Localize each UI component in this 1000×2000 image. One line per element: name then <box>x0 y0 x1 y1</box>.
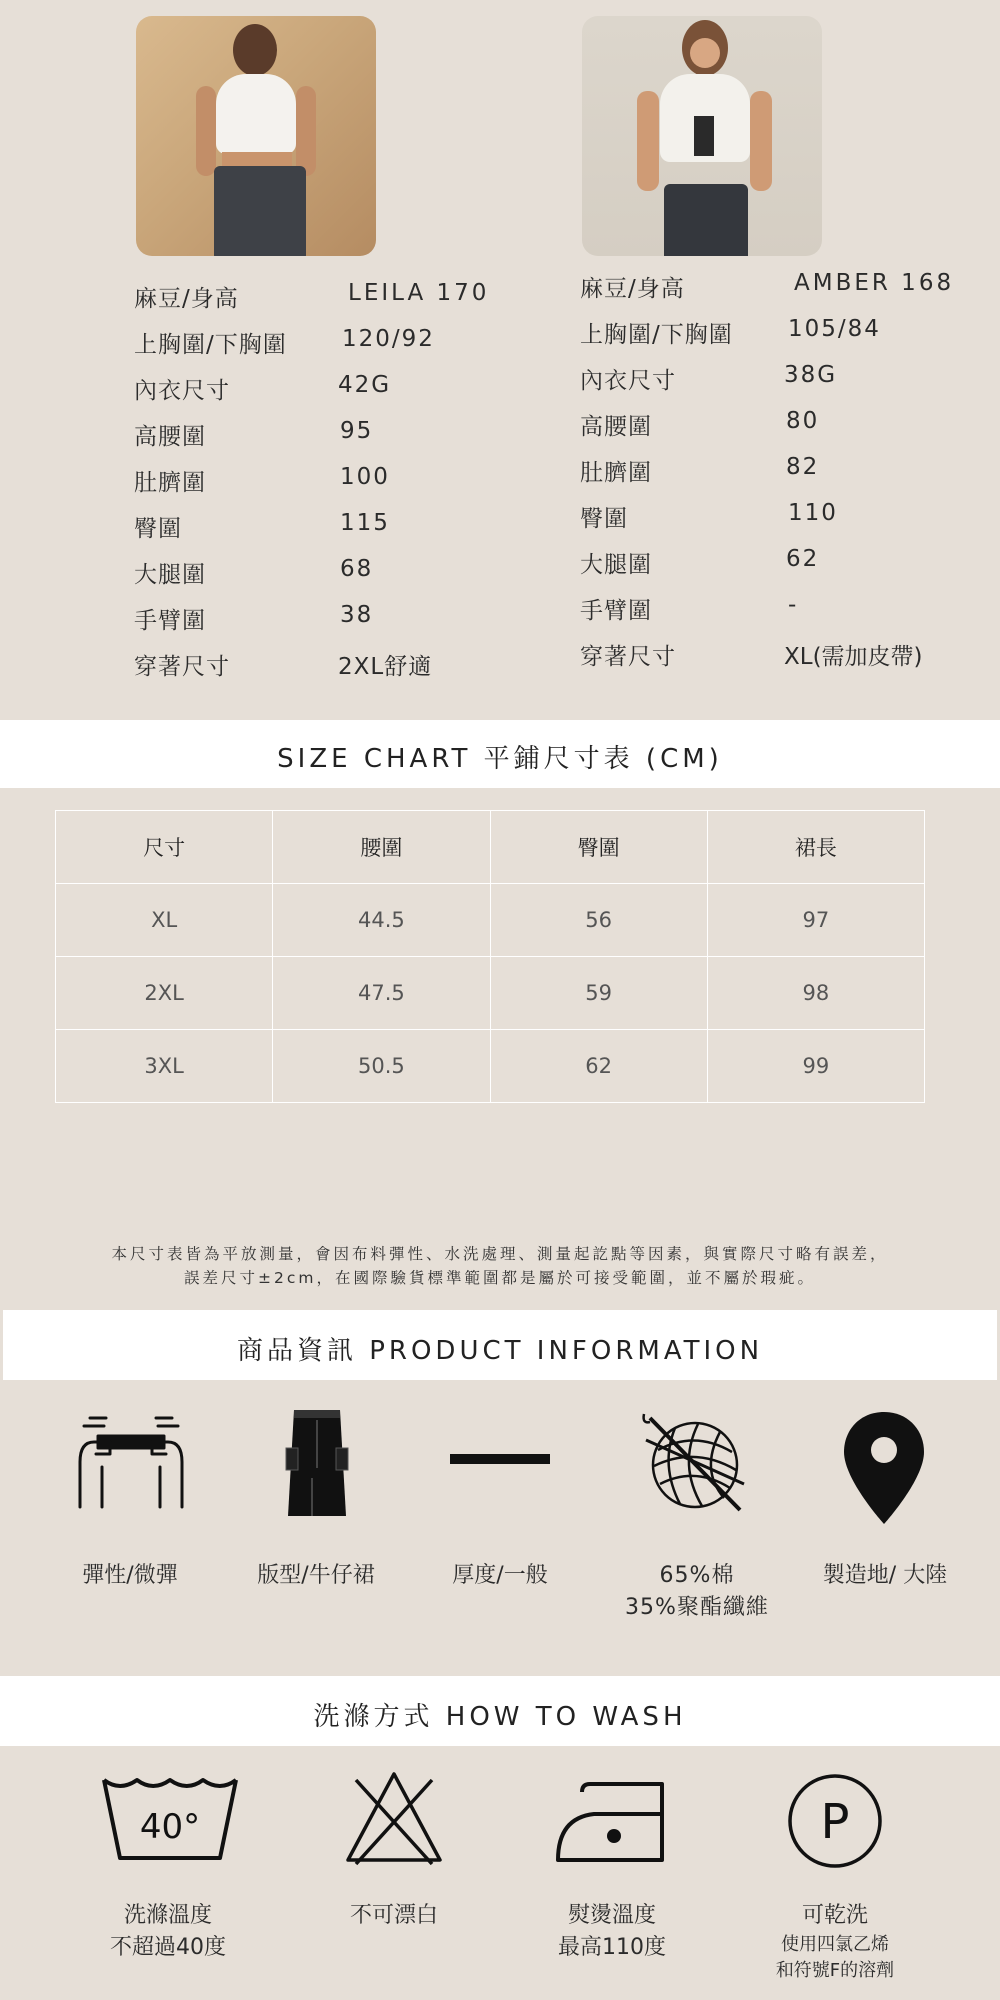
model-photo-amber <box>582 16 822 256</box>
size-note-line2: 誤差尺寸±2cm，在國際驗貨標準範圍都是屬於可接受範圍，並不屬於瑕疵。 <box>184 1269 816 1287</box>
stretch-hands-icon <box>70 1412 192 1512</box>
product-info-caption <box>800 1560 970 1592</box>
spec-label: 大腿圍 <box>134 562 206 588</box>
spec-value: AMBER 168 <box>794 270 955 296</box>
spec-value: 120/92 <box>342 326 435 352</box>
caption-line: 彈性/微彈 <box>82 1563 178 1588</box>
spec-label: 穿著尺寸 <box>580 644 676 670</box>
table-cell: 47.5 <box>273 957 490 1030</box>
caption-line: 35%聚酯纖維 <box>625 1595 769 1620</box>
spec-label: 手臂圍 <box>134 608 206 634</box>
product-info-caption <box>420 1560 580 1592</box>
wash-caption <box>532 1900 692 1964</box>
dry-clean-icon <box>786 1772 884 1870</box>
table-cell: 62 <box>490 1030 707 1103</box>
no-bleach-icon <box>344 1770 444 1866</box>
table-cell: 2XL <box>56 957 273 1030</box>
caption-line: 可乾洗 <box>801 1903 868 1928</box>
wash-temp-glyph: 40° <box>139 1807 201 1847</box>
iron-icon <box>554 1780 668 1864</box>
table-header-row <box>56 811 925 884</box>
wash-caption <box>88 1900 248 1964</box>
spec-value: 62 <box>786 546 820 572</box>
table-header-cell: 裙長 <box>707 811 924 884</box>
caption-line: 洗滌溫度 <box>123 1903 212 1928</box>
spec-value: 2XL舒適 <box>338 654 433 680</box>
caption-line: 65%棉 <box>659 1563 735 1588</box>
wash-tub-icon <box>100 1774 240 1864</box>
caption-line: 厚度/一般 <box>452 1563 548 1588</box>
size-note-line1: 本尺寸表皆為平放測量，會因布料彈性、水洗處理、測量起訖點等因素，與實際尺寸略有誤差， <box>111 1245 889 1263</box>
caption-line: 不可漂白 <box>349 1903 438 1928</box>
table-cell: 50.5 <box>273 1030 490 1103</box>
spec-label: 肚臍圍 <box>580 460 652 486</box>
spec-label: 臀圍 <box>580 506 628 532</box>
spec-label: 上胸圍/下胸圍 <box>134 332 287 358</box>
caption-line: 和符號F的溶劑 <box>775 1960 895 1981</box>
spec-label: 上胸圍/下胸圍 <box>580 322 733 348</box>
spec-value: 68 <box>340 556 374 582</box>
thickness-line-icon <box>450 1452 550 1466</box>
spec-label: 臀圍 <box>134 516 182 542</box>
dry-clean-glyph: P <box>820 1794 850 1850</box>
table-row <box>56 1030 925 1103</box>
caption-line: 最高110度 <box>558 1935 666 1960</box>
spec-value: - <box>788 592 798 618</box>
caption-line: 使用四氯乙烯 <box>781 1934 889 1955</box>
product-info-caption <box>50 1560 210 1592</box>
model-photo-leila <box>136 16 376 256</box>
spec-value: 38G <box>784 362 838 388</box>
spec-label: 內衣尺寸 <box>580 368 676 394</box>
table-header-cell: 腰圍 <box>273 811 490 884</box>
spec-label: 大腿圍 <box>580 552 652 578</box>
caption-line: 不超過40度 <box>110 1935 226 1960</box>
table-cell: 98 <box>707 957 924 1030</box>
table-header-cell: 尺寸 <box>56 811 273 884</box>
spec-value: 95 <box>340 418 374 444</box>
size-chart-title: SIZE CHART 平鋪尺寸表 (CM) <box>277 744 723 774</box>
spec-value: 105/84 <box>788 316 881 342</box>
wash-title: 洗滌方式 HOW TO WASH <box>313 1702 687 1732</box>
spec-label: 高腰圍 <box>134 424 206 450</box>
table-row <box>56 957 925 1030</box>
table-header-cell: 臀圍 <box>490 811 707 884</box>
table-cell: XL <box>56 884 273 957</box>
spec-value: LEILA 170 <box>348 280 490 306</box>
product-info-title: 商品資訊 PRODUCT INFORMATION <box>236 1336 764 1366</box>
table-cell: 99 <box>707 1030 924 1103</box>
spec-value: 115 <box>340 510 390 536</box>
table-cell: 3XL <box>56 1030 273 1103</box>
spec-value: 38 <box>340 602 374 628</box>
spec-value: 100 <box>340 464 390 490</box>
table-cell: 97 <box>707 884 924 957</box>
location-pin-icon <box>842 1410 926 1526</box>
yarn-ball-icon <box>640 1410 750 1520</box>
denim-skirt-icon <box>282 1408 352 1518</box>
product-info-caption <box>236 1560 396 1592</box>
product-info-caption <box>612 1560 782 1624</box>
spec-label: 麻豆/身高 <box>134 286 239 312</box>
spec-value: 82 <box>786 454 820 480</box>
spec-label: 高腰圍 <box>580 414 652 440</box>
spec-value: 80 <box>786 408 820 434</box>
spec-label: 內衣尺寸 <box>134 378 230 404</box>
table-cell: 59 <box>490 957 707 1030</box>
caption-line: 版型/牛仔裙 <box>257 1563 375 1588</box>
spec-label: 肚臍圍 <box>134 470 206 496</box>
size-chart-table <box>55 810 925 1103</box>
spec-label: 穿著尺寸 <box>134 654 230 680</box>
spec-label: 麻豆/身高 <box>580 276 685 302</box>
spec-value: XL(需加皮帶) <box>784 644 923 670</box>
caption-line: 製造地/ 大陸 <box>822 1563 948 1588</box>
caption-line: 熨燙溫度 <box>567 1903 656 1928</box>
wash-caption <box>314 1900 474 1932</box>
spec-value: 42G <box>338 372 392 398</box>
table-cell: 44.5 <box>273 884 490 957</box>
table-row <box>56 884 925 957</box>
spec-label: 手臂圍 <box>580 598 652 624</box>
table-cell: 56 <box>490 884 707 957</box>
wash-caption <box>745 1900 925 1984</box>
spec-value: 110 <box>788 500 838 526</box>
